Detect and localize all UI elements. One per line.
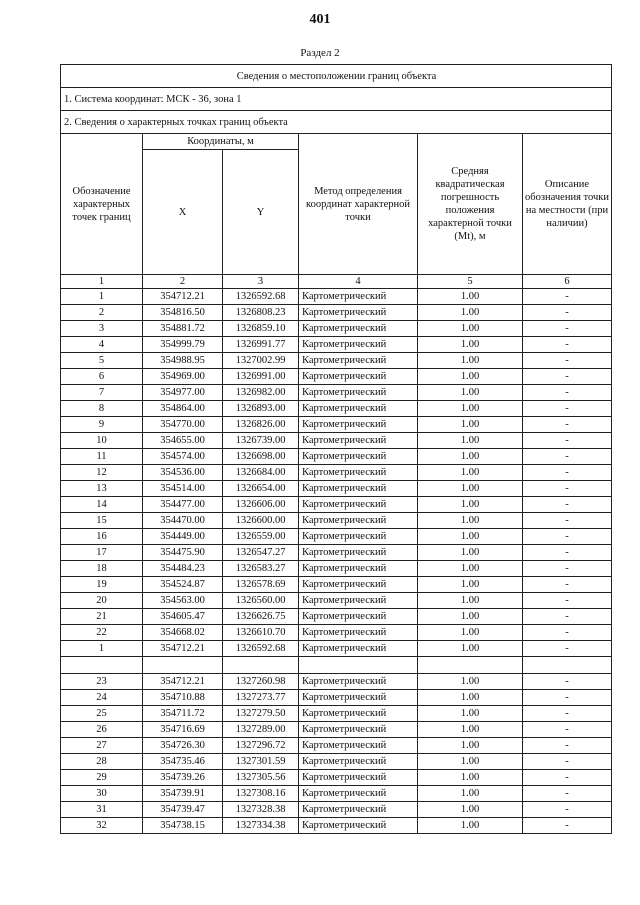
point-number: 15 (61, 513, 143, 529)
method: Картометрический (299, 786, 418, 802)
coord-x: 354738.15 (143, 818, 223, 834)
method: Картометрический (299, 674, 418, 690)
empty-cell (143, 657, 223, 674)
point-number: 24 (61, 690, 143, 706)
coord-y: 1326739.00 (223, 433, 299, 449)
empty-cell (299, 657, 418, 674)
point-number: 16 (61, 529, 143, 545)
coord-y: 1326808.23 (223, 305, 299, 321)
coord-y: 1326859.10 (223, 321, 299, 337)
method: Картометрический (299, 818, 418, 834)
method: Картометрический (299, 690, 418, 706)
error: 1.00 (418, 497, 523, 513)
coord-y: 1326583.27 (223, 561, 299, 577)
coord-system-row (61, 88, 612, 111)
point-number: 20 (61, 593, 143, 609)
table-row (61, 481, 612, 497)
description: - (523, 433, 612, 449)
description: - (523, 481, 612, 497)
method: Картометрический (299, 417, 418, 433)
description: - (523, 545, 612, 561)
error: 1.00 (418, 754, 523, 770)
coord-y: 1326626.75 (223, 609, 299, 625)
coord-system: 1. Система координат: МСК - 36, зона 1 (61, 88, 612, 111)
coord-y: 1326592.68 (223, 289, 299, 305)
coord-x: 354710.88 (143, 690, 223, 706)
description: - (523, 417, 612, 433)
error: 1.00 (418, 674, 523, 690)
coord-y: 1326991.00 (223, 369, 299, 385)
point-number: 4 (61, 337, 143, 353)
coord-y: 1326684.00 (223, 465, 299, 481)
description: - (523, 513, 612, 529)
point-number: 31 (61, 802, 143, 818)
description: - (523, 449, 612, 465)
method: Картометрический (299, 305, 418, 321)
table-row (61, 577, 612, 593)
coord-x: 354484.23 (143, 561, 223, 577)
point-number: 2 (61, 305, 143, 321)
method: Картометрический (299, 529, 418, 545)
coord-x: 354574.00 (143, 449, 223, 465)
coord-x: 354735.46 (143, 754, 223, 770)
points-heading-row (61, 111, 612, 134)
coord-y: 1326606.00 (223, 497, 299, 513)
coord-x: 354536.00 (143, 465, 223, 481)
point-number: 3 (61, 321, 143, 337)
method: Картометрический (299, 641, 418, 657)
description: - (523, 754, 612, 770)
point-number: 25 (61, 706, 143, 722)
description: - (523, 401, 612, 417)
error: 1.00 (418, 641, 523, 657)
coord-y: 1327289.00 (223, 722, 299, 738)
description: - (523, 706, 612, 722)
method: Картометрический (299, 738, 418, 754)
column-numbers-row (61, 275, 612, 289)
description: - (523, 465, 612, 481)
description: - (523, 786, 612, 802)
empty-cell (418, 657, 523, 674)
method: Картометрический (299, 353, 418, 369)
description: - (523, 497, 612, 513)
table-row (61, 674, 612, 690)
method: Картометрический (299, 577, 418, 593)
table-row (61, 289, 612, 305)
coord-y: 1327273.77 (223, 690, 299, 706)
point-number: 7 (61, 385, 143, 401)
coord-x: 354470.00 (143, 513, 223, 529)
coord-x: 354864.00 (143, 401, 223, 417)
coord-y: 1326559.00 (223, 529, 299, 545)
error: 1.00 (418, 289, 523, 305)
point-number: 26 (61, 722, 143, 738)
method: Картометрический (299, 337, 418, 353)
empty-cell (223, 657, 299, 674)
table-row (61, 609, 612, 625)
method: Картометрический (299, 770, 418, 786)
coord-x: 354988.95 (143, 353, 223, 369)
spacer-row (61, 657, 612, 674)
method: Картометрический (299, 561, 418, 577)
description: - (523, 641, 612, 657)
method: Картометрический (299, 465, 418, 481)
coord-y: 1326610.70 (223, 625, 299, 641)
header-row-1 (61, 134, 612, 150)
coord-y: 1326600.00 (223, 513, 299, 529)
column-number: 2 (143, 275, 223, 289)
coord-x: 354739.26 (143, 770, 223, 786)
method: Картометрический (299, 449, 418, 465)
page-number: 401 (309, 12, 331, 27)
error: 1.00 (418, 786, 523, 802)
description: - (523, 609, 612, 625)
point-number: 19 (61, 577, 143, 593)
table-row (61, 625, 612, 641)
coord-y: 1326826.00 (223, 417, 299, 433)
column-number: 4 (299, 275, 418, 289)
error: 1.00 (418, 625, 523, 641)
error: 1.00 (418, 401, 523, 417)
header-y: Y (223, 150, 299, 275)
coord-x: 354711.72 (143, 706, 223, 722)
description: - (523, 289, 612, 305)
description: - (523, 770, 612, 786)
point-number: 28 (61, 754, 143, 770)
table-row (61, 401, 612, 417)
description: - (523, 321, 612, 337)
method: Картометрический (299, 593, 418, 609)
table-row (61, 706, 612, 722)
method: Картометрический (299, 545, 418, 561)
point-number: 18 (61, 561, 143, 577)
error: 1.00 (418, 513, 523, 529)
error: 1.00 (418, 818, 523, 834)
point-number: 22 (61, 625, 143, 641)
point-number: 27 (61, 738, 143, 754)
description: - (523, 738, 612, 754)
error: 1.00 (418, 305, 523, 321)
error: 1.00 (418, 449, 523, 465)
error: 1.00 (418, 593, 523, 609)
empty-cell (523, 657, 612, 674)
error: 1.00 (418, 481, 523, 497)
table-row (61, 818, 612, 834)
points-heading: 2. Сведения о характерных точках границ объекта (61, 111, 612, 134)
method: Картометрический (299, 754, 418, 770)
table-row (61, 561, 612, 577)
coord-x: 354969.00 (143, 369, 223, 385)
error: 1.00 (418, 353, 523, 369)
point-number: 13 (61, 481, 143, 497)
table-row (61, 690, 612, 706)
point-number: 11 (61, 449, 143, 465)
table-row (61, 722, 612, 738)
empty-cell (61, 657, 143, 674)
table-row (61, 305, 612, 321)
method: Картометрический (299, 513, 418, 529)
method: Картометрический (299, 609, 418, 625)
description: - (523, 353, 612, 369)
error: 1.00 (418, 577, 523, 593)
table-row (61, 738, 612, 754)
coord-x: 354726.30 (143, 738, 223, 754)
coord-y: 1326578.69 (223, 577, 299, 593)
coord-y: 1326991.77 (223, 337, 299, 353)
method: Картометрический (299, 433, 418, 449)
method: Картометрический (299, 722, 418, 738)
error: 1.00 (418, 465, 523, 481)
point-number: 23 (61, 674, 143, 690)
error: 1.00 (418, 417, 523, 433)
coord-y: 1326982.00 (223, 385, 299, 401)
description: - (523, 818, 612, 834)
coord-x: 354712.21 (143, 641, 223, 657)
coord-x: 354668.02 (143, 625, 223, 641)
coord-y: 1327308.16 (223, 786, 299, 802)
method: Картометрический (299, 481, 418, 497)
header-description: Описание обозначения точки на местности (при наличии) (523, 134, 612, 275)
method: Картометрический (299, 706, 418, 722)
coord-y: 1327301.59 (223, 754, 299, 770)
error: 1.00 (418, 433, 523, 449)
point-number: 21 (61, 609, 143, 625)
column-number: 6 (523, 275, 612, 289)
coord-x: 354881.72 (143, 321, 223, 337)
table-title-row (61, 65, 612, 88)
point-number: 9 (61, 417, 143, 433)
table-row (61, 417, 612, 433)
error: 1.00 (418, 706, 523, 722)
column-number: 3 (223, 275, 299, 289)
coord-y: 1326592.68 (223, 641, 299, 657)
method: Картометрический (299, 385, 418, 401)
table-row (61, 337, 612, 353)
table-row (61, 465, 612, 481)
coord-y: 1326654.00 (223, 481, 299, 497)
coord-x: 354475.90 (143, 545, 223, 561)
description: - (523, 577, 612, 593)
coord-x: 354449.00 (143, 529, 223, 545)
table-row (61, 529, 612, 545)
error: 1.00 (418, 690, 523, 706)
coord-x: 354999.79 (143, 337, 223, 353)
table-row (61, 513, 612, 529)
table-row (61, 545, 612, 561)
point-number: 6 (61, 369, 143, 385)
coord-x: 354739.47 (143, 802, 223, 818)
method: Картометрический (299, 497, 418, 513)
point-number: 5 (61, 353, 143, 369)
coord-y: 1327334.38 (223, 818, 299, 834)
point-number: 29 (61, 770, 143, 786)
coord-x: 354716.69 (143, 722, 223, 738)
point-number: 12 (61, 465, 143, 481)
description: - (523, 529, 612, 545)
coord-x: 354563.00 (143, 593, 223, 609)
description: - (523, 802, 612, 818)
coord-y: 1327002.99 (223, 353, 299, 369)
coord-x: 354514.00 (143, 481, 223, 497)
coord-y: 1326560.00 (223, 593, 299, 609)
header-coordinates: Координаты, м (143, 134, 299, 150)
coord-y: 1326547.27 (223, 545, 299, 561)
table-row (61, 385, 612, 401)
table-title: Сведения о местоположении границ объекта (61, 65, 612, 88)
error: 1.00 (418, 802, 523, 818)
boundary-points-table (60, 64, 612, 834)
header-error: Средняя квадратическая погрешность положения характерной точки (Mt), м (418, 134, 523, 275)
point-number: 32 (61, 818, 143, 834)
table-row (61, 786, 612, 802)
description: - (523, 674, 612, 690)
description: - (523, 369, 612, 385)
error: 1.00 (418, 609, 523, 625)
description: - (523, 625, 612, 641)
error: 1.00 (418, 321, 523, 337)
table-row (61, 321, 612, 337)
header-method: Метод определения координат характерной точки (299, 134, 418, 275)
point-number: 1 (61, 289, 143, 305)
coord-y: 1327279.50 (223, 706, 299, 722)
description: - (523, 305, 612, 321)
method: Картометрический (299, 401, 418, 417)
coord-y: 1327328.38 (223, 802, 299, 818)
point-number: 8 (61, 401, 143, 417)
header-x: X (143, 150, 223, 275)
error: 1.00 (418, 545, 523, 561)
table-row (61, 593, 612, 609)
point-number: 30 (61, 786, 143, 802)
coord-y: 1327296.72 (223, 738, 299, 754)
error: 1.00 (418, 738, 523, 754)
section-title: Раздел 2 (300, 47, 340, 59)
table-row (61, 369, 612, 385)
description: - (523, 690, 612, 706)
column-number: 1 (61, 275, 143, 289)
point-number: 1 (61, 641, 143, 657)
coord-x: 354977.00 (143, 385, 223, 401)
method: Картометрический (299, 289, 418, 305)
coord-y: 1327305.56 (223, 770, 299, 786)
table-row (61, 433, 612, 449)
coord-x: 354712.21 (143, 289, 223, 305)
table-row (61, 497, 612, 513)
coord-x: 354770.00 (143, 417, 223, 433)
column-number: 5 (418, 275, 523, 289)
table-row (61, 802, 612, 818)
coord-y: 1327260.98 (223, 674, 299, 690)
error: 1.00 (418, 369, 523, 385)
method: Картометрический (299, 321, 418, 337)
coord-x: 354477.00 (143, 497, 223, 513)
error: 1.00 (418, 529, 523, 545)
coord-x: 354605.47 (143, 609, 223, 625)
method: Картометрический (299, 802, 418, 818)
point-number: 10 (61, 433, 143, 449)
error: 1.00 (418, 561, 523, 577)
table-row (61, 449, 612, 465)
coord-y: 1326893.00 (223, 401, 299, 417)
coord-x: 354816.50 (143, 305, 223, 321)
coord-y: 1326698.00 (223, 449, 299, 465)
point-number: 14 (61, 497, 143, 513)
table-row (61, 641, 612, 657)
description: - (523, 722, 612, 738)
coord-x: 354712.21 (143, 674, 223, 690)
table-row (61, 353, 612, 369)
description: - (523, 385, 612, 401)
point-number: 17 (61, 545, 143, 561)
header-designation: Обозначение характерных точек границ (61, 134, 143, 275)
description: - (523, 561, 612, 577)
coord-x: 354655.00 (143, 433, 223, 449)
error: 1.00 (418, 337, 523, 353)
error: 1.00 (418, 770, 523, 786)
coord-x: 354739.91 (143, 786, 223, 802)
method: Картометрический (299, 625, 418, 641)
error: 1.00 (418, 722, 523, 738)
table-row (61, 754, 612, 770)
description: - (523, 593, 612, 609)
error: 1.00 (418, 385, 523, 401)
description: - (523, 337, 612, 353)
table-row (61, 770, 612, 786)
method: Картометрический (299, 369, 418, 385)
coord-x: 354524.87 (143, 577, 223, 593)
